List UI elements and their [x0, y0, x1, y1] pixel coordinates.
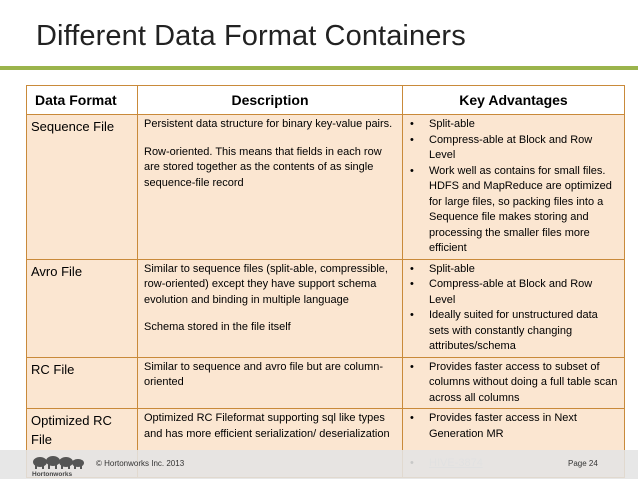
advantage-item: • Compress-able at Block and Row Level [409, 133, 618, 164]
copyright-text: © Hortonworks Inc. 2013 [96, 459, 185, 468]
description-text: Optimized RC Fileformat supporting sql like types and has more efficient serialization/ deserialization [144, 412, 390, 440]
formats-table [26, 85, 625, 478]
format-cell: Sequence File [27, 115, 138, 260]
page-number: Page 24 [568, 459, 598, 468]
description-text: Schema stored in the file itself [144, 321, 291, 333]
description-text: Persistent data structure for binary key-value pairs. [144, 118, 393, 130]
header-key-advantages: Key Advantages [403, 86, 625, 115]
elephant-herd-logo-icon [30, 453, 90, 477]
slide-footer [0, 450, 638, 479]
advantage-item: • Ideally suited for unstructured data sets with constantly changing attributes/schema [409, 308, 618, 355]
logo-text: Hortonworks [32, 471, 73, 477]
description-text: Similar to sequence and avro file but are column-oriented [144, 360, 384, 388]
advantage-item: • Split-able [409, 262, 618, 278]
description-cell [138, 259, 403, 357]
description-text: Row-oriented. This means that fields in each row are stored together as the contents of as single sequence-file record [144, 145, 382, 189]
advantage-item: • Split-able [409, 117, 618, 133]
description-cell [138, 357, 403, 409]
format-cell: Avro File [27, 259, 138, 357]
title-divider [0, 66, 638, 70]
advantage-item: • Provides faster access to subset of columns without doing a full table scan across all columns [409, 360, 618, 407]
advantages-cell [403, 357, 625, 409]
advantages-cell [403, 259, 625, 357]
advantage-item: • Work well as contains for small files. HDFS and MapReduce are optimized for large files, so packing files into a Sequence file makes storing and processing the smaller files more efficient [409, 164, 618, 257]
description-text: Similar to sequence files (split-able, compressible, row-oriented) except they have support schema evolution and binding in multiple language [144, 262, 388, 306]
table-header-row [27, 86, 625, 115]
slide-title: Different Data Format Containers [36, 20, 466, 52]
table-row [27, 259, 625, 357]
description-cell [138, 115, 403, 260]
table-row [27, 115, 625, 260]
advantage-item: • Compress-able at Block and Row Level [409, 277, 618, 308]
advantage-item: • Provides faster access in Next Generation MR [409, 411, 618, 442]
header-data-format: Data Format [27, 86, 138, 115]
format-cell: Optimized RC File [27, 409, 138, 478]
table-row [27, 357, 625, 409]
format-cell: RC File [27, 357, 138, 409]
header-description: Description [138, 86, 403, 115]
advantages-cell [403, 115, 625, 260]
